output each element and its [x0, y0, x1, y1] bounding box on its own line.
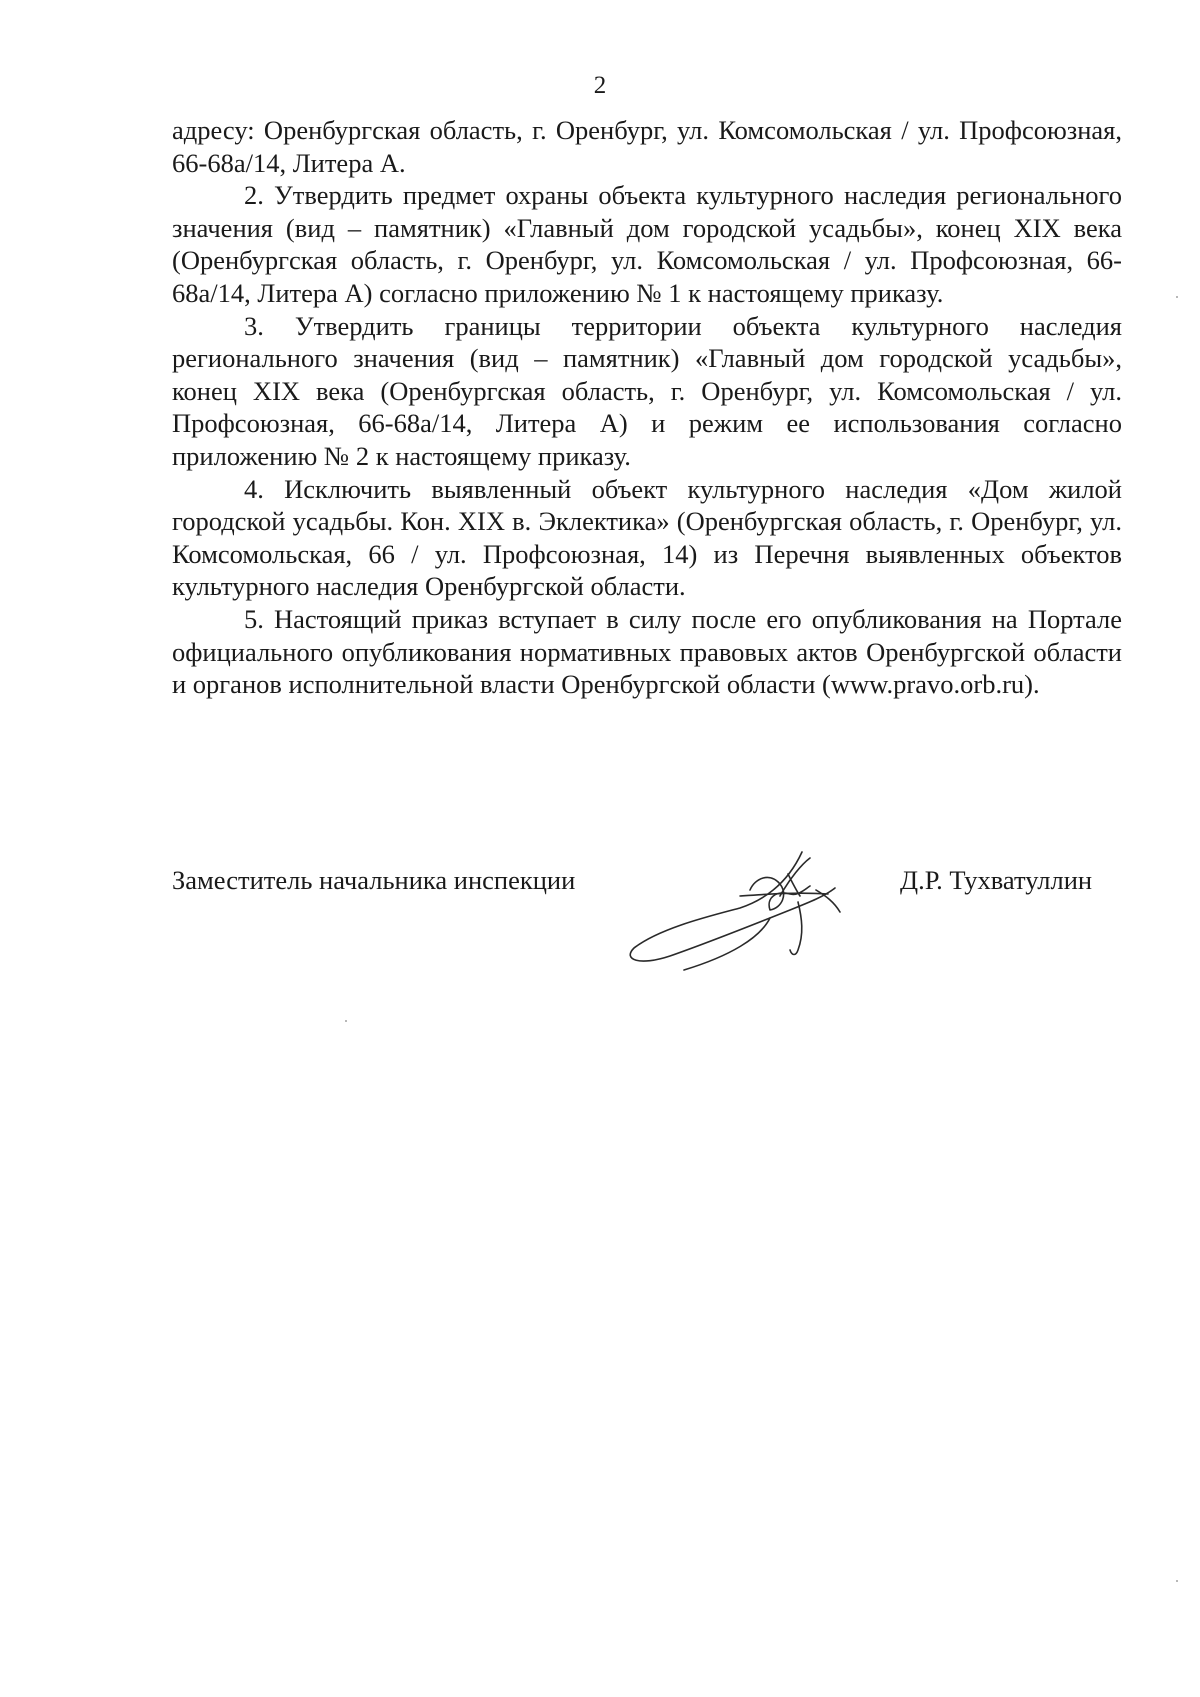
signatory-title: Заместитель начальника инспекции — [172, 865, 576, 895]
document-body — [172, 114, 1122, 701]
scan-speck — [1176, 1580, 1178, 1582]
paragraph-item-2: 2. Утвердить предмет охраны объекта культурного наследия регионального значения (вид – памятник) «Главный дом городской усадьбы», конец XIX века (Оренбургская область, г. Оренбург, ул. Комсомольская / ул. Профсоюзная, 66-68а/14, Литера А) согласно приложению № 1 к настоящему приказу. — [172, 180, 1122, 308]
scan-speck — [345, 1020, 347, 1022]
paragraph-item-5: 5. Настоящий приказ вступает в силу после его опубликования на Портале официального опубликования нормативных правовых актов Оренбургской области и органов исполнительной власти Оренбургской области (www.pravo.orb.ru). — [172, 603, 1122, 700]
handwritten-signature — [620, 838, 880, 978]
signatory-name: Д.Р. Тухватуллин — [900, 865, 1093, 895]
paragraph-item-4: 4. Исключить выявленный объект культурного наследия «Дом жилой городской усадьбы. Кон. XIX в. Эклектика» (Оренбургская область, г. Оренбург, ул. Комсомольская, 66 / ул. Профсоюзная, 14) из Перечня выявленных объектов культурного наследия Оренбургской области. — [172, 473, 1122, 602]
paragraph-item-3: 3. Утвердить границы территории объекта культурного наследия регионального значения (вид – памятник) «Главный дом городской усадьбы», конец XIX века (Оренбургская область, г. Оренбург, ул. Комсомольская / ул. Профсоюзная, 66-68а/14, Литера А) и режим ее использования согласно приложению № 2 к настоящему приказу. — [172, 310, 1122, 471]
page-number: 2 — [593, 72, 607, 99]
paragraph-address-continuation: адресу: Оренбургская область, г. Оренбург, ул. Комсомольская / ул. Профсоюзная, 66-68а/14, Литера А. — [172, 115, 1122, 178]
scan-speck — [1176, 296, 1178, 298]
